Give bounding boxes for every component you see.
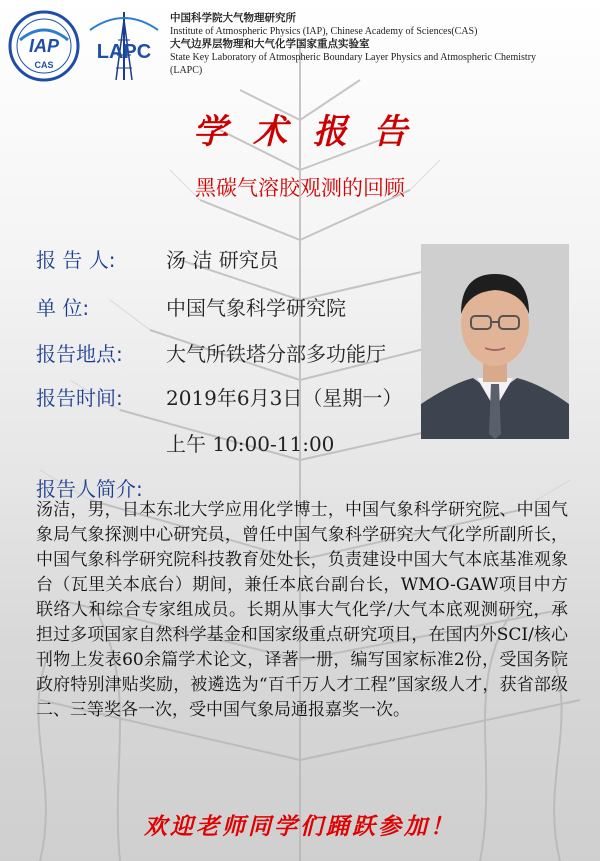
header bbox=[8, 6, 598, 90]
cas-iap-logo bbox=[8, 10, 80, 82]
speaker-value: 汤 洁 研究员 bbox=[166, 248, 279, 272]
location-value: 大气所铁塔分部多功能厅 bbox=[166, 342, 386, 366]
svg-text:LAPC: LAPC bbox=[96, 41, 152, 63]
poster-title: 学术报告 bbox=[193, 112, 433, 152]
location-row bbox=[36, 338, 386, 367]
bio-text: 汤洁，男，日本东北大学应用化学博士，中国气象科学研究院、中国气象局气象探测中心研究员，曾任中国气象科学研究大气化学所副所长，中国气象科学研究院科技教育处处长，负责建设中国大气本底基准观象台（瓦里关本底台）期间，兼任本底台副台长，WMO-GAW项目中方联络人和综合专家组成员。长期从事大气化学/大气本底观测研究，承担过多项国家自然科学基金和国家级重点研究项目，在国内外SCI/核心刊物上发表60余篇学术论文，译著一册，编写国家标准2份，受国务院政府特别津贴奖励，被遴选为“百千万人才工程”国家级人才，获省部级二、三等奖各一次，受中国气象局通报嘉奖一次。 bbox=[36, 500, 568, 720]
unit-row bbox=[36, 292, 346, 321]
time-value-2: 上午 10:00-11:00 bbox=[166, 432, 335, 456]
time-row-2 bbox=[166, 428, 334, 457]
time-value: 2019年6月3日（星期一） bbox=[166, 386, 403, 410]
talk-title: 黑碳气溶胶观测的回顾 bbox=[195, 176, 405, 200]
lab-name-cn: 大气边界层物理和大气化学国家重点实验室 bbox=[170, 39, 370, 50]
location-label: 报告地点: bbox=[36, 342, 123, 366]
svg-text:IAP: IAP bbox=[28, 36, 60, 56]
unit-label: 单 位: bbox=[36, 296, 90, 320]
speaker-label: 报 告 人: bbox=[36, 248, 116, 272]
unit-value: 中国气象科学研究院 bbox=[166, 296, 346, 320]
svg-text:CAS: CAS bbox=[34, 60, 54, 70]
time-label: 报告时间: bbox=[36, 386, 123, 410]
institute-block bbox=[170, 12, 600, 77]
time-row bbox=[36, 382, 402, 411]
speaker-row bbox=[36, 244, 279, 273]
lab-name-en: State Key Laboratory of Atmospheric Boundary Layer Physics and Atmospheric Chemistry bbox=[170, 52, 537, 63]
speaker-photo bbox=[421, 244, 569, 439]
welcome-footer: 欢迎老师同学们踊跃参加！ bbox=[144, 813, 456, 840]
lapc-logo bbox=[86, 10, 162, 82]
bio-heading: 报告人简介: bbox=[36, 477, 143, 501]
lab-name-en-abbr: (LAPC) bbox=[170, 65, 203, 76]
institute-name-en: Institute of Atmospheric Physics (IAP), Chinese Academy of Sciences(CAS) bbox=[170, 26, 478, 37]
institute-name-cn: 中国科学院大气物理研究所 bbox=[170, 13, 296, 24]
